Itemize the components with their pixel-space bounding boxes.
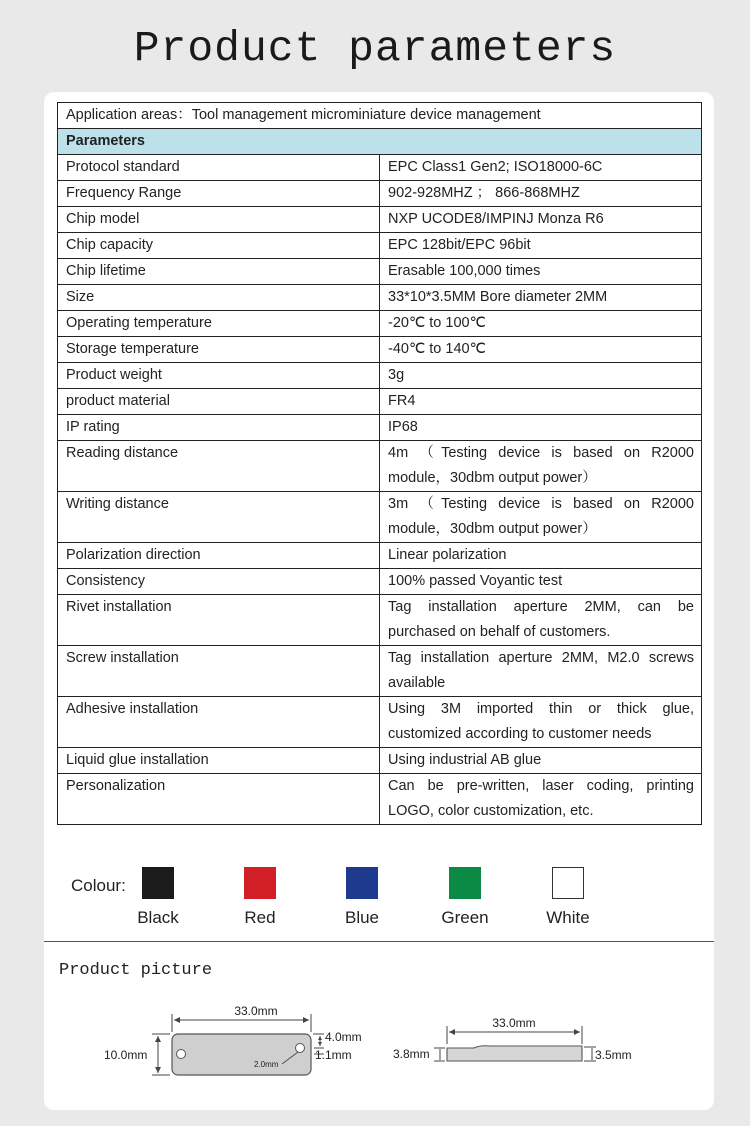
parameter-row xyxy=(58,774,702,825)
parameter-row xyxy=(58,595,702,646)
section-header-row xyxy=(58,129,702,155)
colour-swatch-green xyxy=(449,867,481,899)
parameter-name: Screw installation xyxy=(58,646,380,697)
parameter-row xyxy=(58,748,702,774)
parameter-row xyxy=(58,311,702,337)
front-width-label: 10.0mm xyxy=(104,1048,148,1062)
colour-name: Black xyxy=(137,908,179,927)
parameter-value: NXP UCODE8/IMPINJ Monza R6 xyxy=(380,207,702,233)
parameter-value: Tag installation aperture 2MM, can be purchased on behalf of customers. xyxy=(380,595,702,646)
edge-top-label: 4.0mm xyxy=(325,1030,362,1044)
product-picture-title: Product picture xyxy=(59,961,213,980)
parameter-row xyxy=(58,337,702,363)
tag-front-view xyxy=(172,1034,311,1075)
parameter-name: Size xyxy=(58,285,380,311)
parameter-name: Chip lifetime xyxy=(58,259,380,285)
parameter-row xyxy=(58,389,702,415)
parameter-value: Erasable 100,000 times xyxy=(380,259,702,285)
parameter-name: Personalization xyxy=(58,774,380,825)
parameter-row xyxy=(58,181,702,207)
parameter-name: Consistency xyxy=(58,569,380,595)
parameter-name: Product weight xyxy=(58,363,380,389)
parameter-value: Using 3M imported thin or thick glue, customized according to customer needs xyxy=(380,697,702,748)
parameter-value: Linear polarization xyxy=(380,543,702,569)
colour-name: Blue xyxy=(344,908,380,927)
edge-side-label: 1.1mm xyxy=(315,1048,352,1062)
application-row xyxy=(58,103,702,129)
colour-swatch-white xyxy=(552,867,584,899)
colour-swatch-red xyxy=(244,867,276,899)
colour-name: Red xyxy=(244,908,276,927)
parameter-row xyxy=(58,441,702,492)
side-height-right-label: 3.5mm xyxy=(595,1048,632,1062)
parameter-name: Frequency Range xyxy=(58,181,380,207)
parameter-name: Chip model xyxy=(58,207,380,233)
parameter-row xyxy=(58,646,702,697)
hole-diameter-label: 2.0mm xyxy=(254,1060,279,1069)
parameter-value: 3g xyxy=(380,363,702,389)
parameter-row xyxy=(58,207,702,233)
mount-hole-left xyxy=(177,1050,186,1059)
content-card xyxy=(44,92,714,1110)
parameter-value: -20℃ to 100℃ xyxy=(380,311,702,337)
section-divider xyxy=(44,941,714,942)
parameter-row xyxy=(58,543,702,569)
parameter-row xyxy=(58,697,702,748)
parameter-value: EPC 128bit/EPC 96bit xyxy=(380,233,702,259)
parameter-value: 100% passed Voyantic test xyxy=(380,569,702,595)
parameter-name: Adhesive installation xyxy=(58,697,380,748)
parameter-name: Rivet installation xyxy=(58,595,380,646)
parameter-row xyxy=(58,155,702,181)
colour-name: Green xyxy=(441,908,489,927)
parameter-value: IP68 xyxy=(380,415,702,441)
parameter-row xyxy=(58,233,702,259)
parameter-row xyxy=(58,285,702,311)
colour-name: White xyxy=(546,908,590,927)
parameter-name: Reading distance xyxy=(58,441,380,492)
mount-hole-right xyxy=(296,1044,305,1053)
colour-swatch-blue xyxy=(346,867,378,899)
parameter-value: EPC Class1 Gen2; ISO18000-6C xyxy=(380,155,702,181)
parameter-value: 4m （Testing device is based on R2000 module，30dbm output power） xyxy=(380,441,702,492)
page-title: Product parameters xyxy=(133,24,617,73)
tag-side-view xyxy=(447,1046,582,1061)
parameters-table xyxy=(57,102,702,825)
parameter-value: Can be pre-written, laser coding, printing LOGO, color customization, etc. xyxy=(380,774,702,825)
parameter-row xyxy=(58,415,702,441)
parameter-name: Writing distance xyxy=(58,492,380,543)
parameter-value: Tag installation aperture 2MM, M2.0 screws available xyxy=(380,646,702,697)
side-height-left-label: 3.8mm xyxy=(393,1047,430,1061)
colour-options xyxy=(44,844,714,940)
parameter-name: IP rating xyxy=(58,415,380,441)
parameter-name: Liquid glue installation xyxy=(58,748,380,774)
parameter-name: Chip capacity xyxy=(58,233,380,259)
parameter-value: FR4 xyxy=(380,389,702,415)
product-dimension-drawing xyxy=(44,992,714,1102)
parameter-value: 902-928MHZ ； 866-868MHZ xyxy=(380,181,702,207)
parameter-row xyxy=(58,259,702,285)
parameter-value: 33*10*3.5MM Bore diameter 2MM xyxy=(380,285,702,311)
parameter-value: -40℃ to 140℃ xyxy=(380,337,702,363)
parameter-value: 3m （Testing device is based on R2000 module，30dbm output power） xyxy=(380,492,702,543)
side-length-label: 33.0mm xyxy=(492,1016,536,1030)
application-cell: Application areas：Tool management microminiature device management xyxy=(58,103,702,129)
parameter-name: Protocol standard xyxy=(58,155,380,181)
parameter-row xyxy=(58,569,702,595)
parameter-name: Storage temperature xyxy=(58,337,380,363)
parameter-name: product material xyxy=(58,389,380,415)
parameter-row xyxy=(58,492,702,543)
colour-label: Colour: xyxy=(71,876,126,895)
parameter-value: Using industrial AB glue xyxy=(380,748,702,774)
parameter-name: Polarization direction xyxy=(58,543,380,569)
colour-swatch-black xyxy=(142,867,174,899)
parameter-row xyxy=(58,363,702,389)
front-length-label: 33.0mm xyxy=(234,1004,278,1018)
parameter-name: Operating temperature xyxy=(58,311,380,337)
section-header: Parameters xyxy=(58,129,702,155)
